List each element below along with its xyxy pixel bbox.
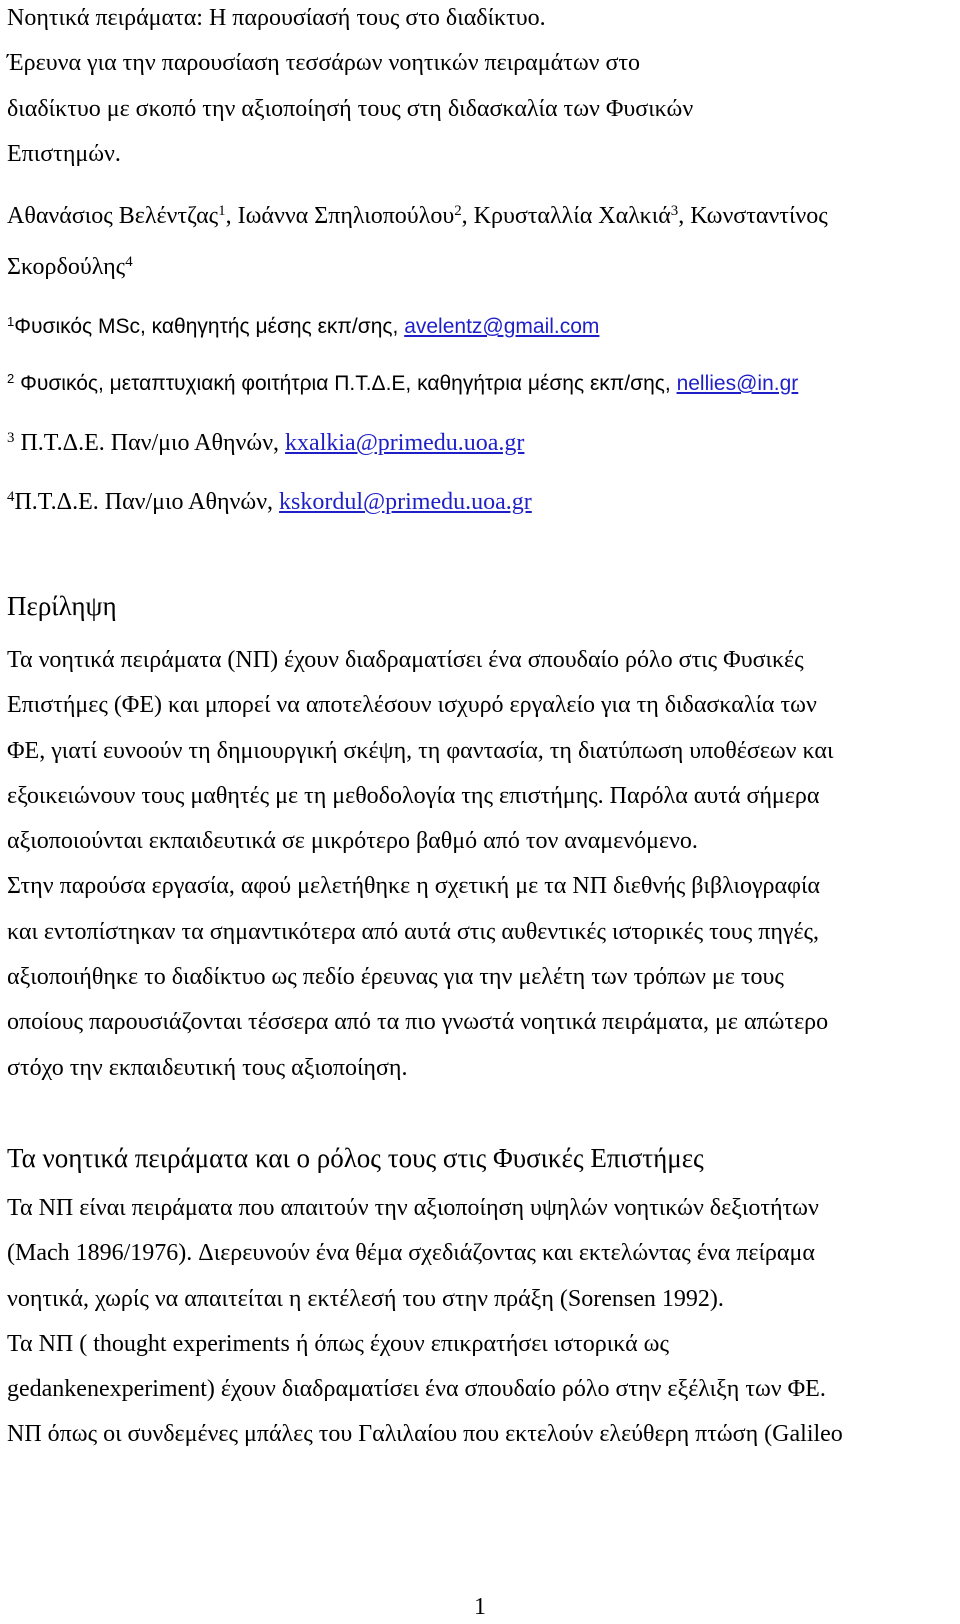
abstract-line: ΦΕ, γιατί ευνοούν τη δημιουργική σκέψη, τη φαντασία, τη διατύπωση υποθέσεων και	[7, 738, 834, 764]
title-line-4: Επιστημών.	[7, 141, 121, 167]
section-line: (Mach 1896/1976). Διερευνούν ένα θέμα σχεδιάζοντας και εκτελώντας ένα πείραμα	[7, 1240, 815, 1266]
affiliation-3	[7, 431, 524, 455]
section-heading: Τα νοητικά πειράματα και ο ρόλος τους στις Φυσικές Επιστήμες	[7, 1143, 704, 1173]
affiliation-sup: 3	[7, 429, 15, 446]
affiliation-2	[7, 370, 799, 395]
author-name: Κωνσταντίνος	[690, 203, 828, 229]
author-separator: ,	[678, 203, 691, 229]
page-number: 1	[474, 1594, 486, 1620]
affiliation-sup: 4	[7, 488, 15, 505]
affiliation-text: Φυσικός MSc, καθηγητής μέσης εκπ/σης,	[14, 315, 405, 338]
affiliation-sup: 1	[7, 313, 15, 329]
author-sup: 2	[454, 202, 462, 219]
author-name: Ιωάννα Σπηλιοπούλου	[237, 203, 455, 229]
abstract-line: Τα νοητικά πειράματα (ΝΠ) έχουν διαδραματίσει ένα σπουδαίο ρόλο στις Φυσικές	[7, 647, 804, 673]
author-separator: ,	[225, 203, 238, 229]
section-line: Τα ΝΠ ( thought experiments ή όπως έχουν επικρατήσει ιστορικά ως	[7, 1331, 669, 1357]
author-sup: 1	[218, 202, 226, 219]
email-link[interactable]: nellies@in.gr	[676, 372, 799, 395]
email-link[interactable]: avelentz@gmail.com	[404, 315, 600, 338]
affiliation-sup: 2	[7, 370, 15, 386]
affiliation-text: Π.Τ.Δ.Ε. Παν/μιο Αθηνών,	[14, 430, 286, 456]
abstract-line: Στην παρούσα εργασία, αφού μελετήθηκε η σχετική με τα ΝΠ διεθνής βιβλιογραφία	[7, 873, 820, 899]
author-separator: ,	[461, 203, 474, 229]
abstract-line: αξιοποιούνται εκπαιδευτικά σε μικρότερο βαθμό από τον αναμενόμενο.	[7, 828, 698, 854]
abstract-heading: Περίληψη	[7, 591, 117, 621]
author-name: Κρυσταλλία Χαλκιά	[473, 203, 671, 229]
abstract-line: και εντοπίστηκαν τα σημαντικότερα από αυτά στις αυθεντικές ιστορικές τους πηγές,	[7, 919, 820, 945]
abstract-line: στόχο την εκπαιδευτική τους αξιοποίηση.	[7, 1055, 408, 1081]
section-line: νοητικά, χωρίς να απαιτείται η εκτέλεσή του στην πράξη (Sorensen 1992).	[7, 1286, 724, 1312]
affiliation-text: Φυσικός, μεταπτυχιακή φοιτήτρια Π.Τ.Δ.Ε, καθηγήτρια μέσης εκπ/σης,	[14, 372, 677, 395]
abstract-line: εξοικειώνουν τους μαθητές με τη μεθοδολογία της επιστήμης. Παρόλα αυτά σήμερα	[7, 783, 820, 809]
title-line-3: διαδίκτυο με σκοπό την αξιοποίησή τους στη διδασκαλία των Φυσικών	[7, 96, 694, 122]
email-link[interactable]: kxalkia@primedu.uoa.gr	[285, 430, 525, 456]
author-name: Αθανάσιος Βελέντζας	[7, 203, 219, 229]
affiliation-4	[7, 490, 532, 514]
title-line-2: Έρευνα για την παρουσίαση τεσσάρων νοητικών πειραμάτων στο	[7, 50, 641, 76]
abstract-line: αξιοποιήθηκε το διαδίκτυο ως πεδίο έρευνας για την μελέτη των τρόπων με τους	[7, 964, 784, 990]
affiliation-text: Π.Τ.Δ.Ε. Παν/μιο Αθηνών,	[14, 489, 280, 515]
author-sup: 3	[670, 202, 679, 219]
authors-line-1	[7, 204, 828, 228]
section-line: ΝΠ όπως οι συνδεμένες μπάλες του Γαλιλαίου που εκτελούν ελεύθερη πτώση (Galileo	[7, 1421, 843, 1447]
title-line-1: Νοητικά πειράματα: Η παρουσίασή τους στο διαδίκτυο.	[7, 5, 546, 31]
affiliation-1	[7, 313, 600, 338]
author-sup: 4	[125, 253, 133, 270]
email-link[interactable]: kskordul@primedu.uoa.gr	[279, 489, 532, 515]
section-line: gedankenexperiment) έχουν διαδραματίσει ένα σπουδαίο ρόλο στην εξέλιξη των ΦΕ.	[7, 1376, 826, 1402]
section-line: Τα ΝΠ είναι πειράματα που απαιτούν την αξιοποίηση υψηλών νοητικών δεξιοτήτων	[7, 1195, 819, 1221]
authors-line-2	[7, 255, 133, 279]
author-name: Σκορδούλης	[7, 254, 126, 280]
abstract-line: οποίους παρουσιάζονται τέσσερα από τα πιο γνωστά νοητικά πειράματα, με απώτερο	[7, 1009, 829, 1035]
abstract-line: Επιστήμες (ΦΕ) και μπορεί να αποτελέσουν ισχυρό εργαλείο για τη διδασκαλία των	[7, 692, 817, 718]
